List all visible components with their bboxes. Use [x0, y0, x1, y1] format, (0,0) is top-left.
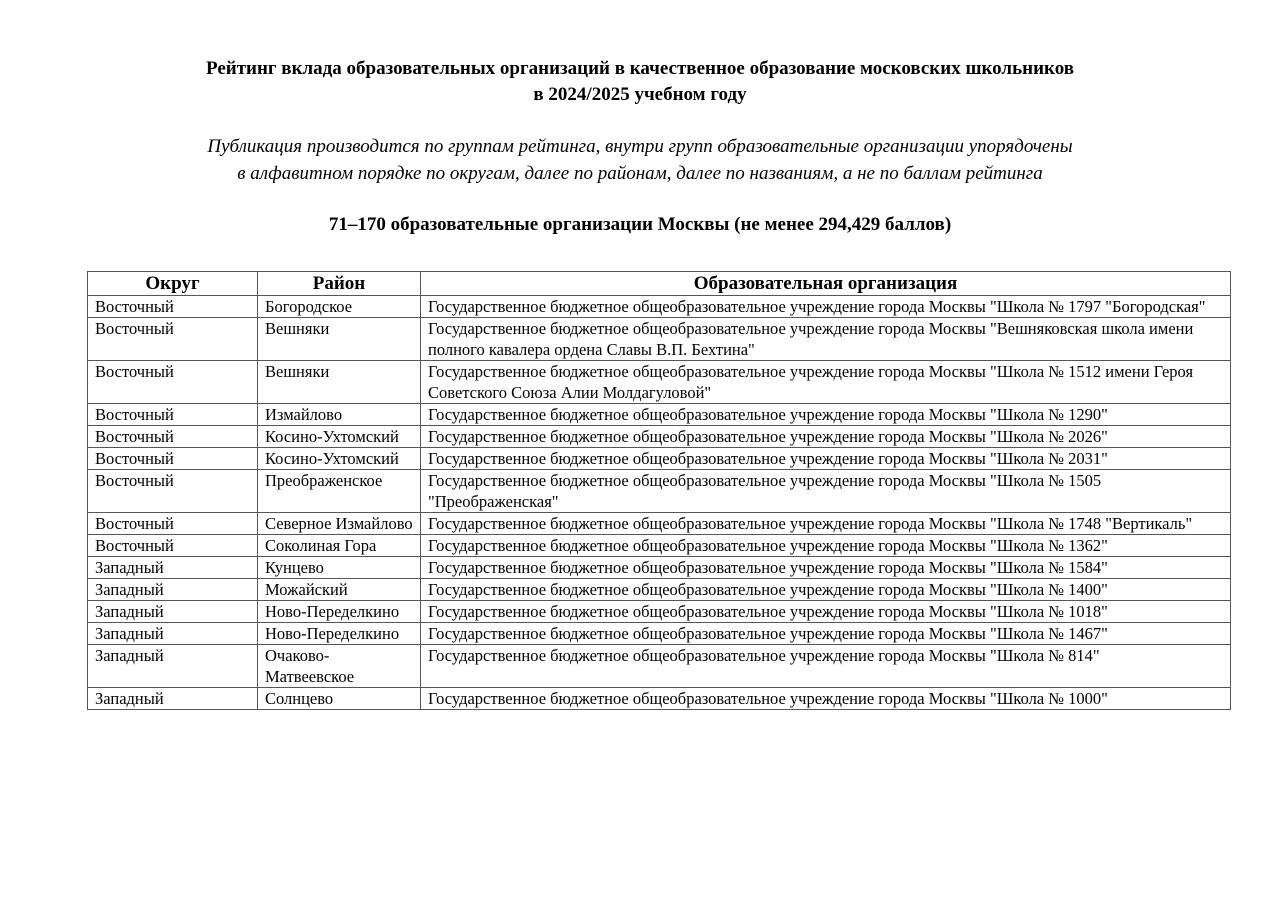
cell-organization: Государственное бюджетное общеобразовательное учреждение города Москвы "Вешняковская школа имени полного кавалера ордена Славы В.П. Бехтина" [421, 318, 1231, 361]
table-row [88, 513, 1231, 535]
cell-rayon: Можайский [258, 579, 421, 601]
cell-okrug: Восточный [88, 448, 258, 470]
rating-table [87, 271, 1231, 710]
table-header-row [88, 272, 1231, 296]
table-row [88, 688, 1231, 710]
cell-okrug: Западный [88, 579, 258, 601]
cell-organization: Государственное бюджетное общеобразовательное учреждение города Москвы "Школа № 1000" [421, 688, 1231, 710]
cell-rayon: Косино-Ухтомский [258, 448, 421, 470]
table-row [88, 361, 1231, 404]
table-row [88, 557, 1231, 579]
cell-organization: Государственное бюджетное общеобразовательное учреждение города Москвы "Школа № 1512 имени Героя Советского Союза Алии Молдагуловой" [421, 361, 1231, 404]
cell-rayon: Соколиная Гора [258, 535, 421, 557]
table-row [88, 318, 1231, 361]
cell-rayon: Вешняки [258, 318, 421, 361]
table-row [88, 601, 1231, 623]
table-row [88, 579, 1231, 601]
cell-organization: Государственное бюджетное общеобразовательное учреждение города Москвы "Школа № 814" [421, 645, 1231, 688]
cell-okrug: Западный [88, 557, 258, 579]
document-title-line-1: Рейтинг вклада образовательных организаций в качественное образование московских школьников [205, 58, 1075, 79]
cell-rayon: Измайлово [258, 404, 421, 426]
table-row [88, 470, 1231, 513]
cell-okrug: Восточный [88, 404, 258, 426]
cell-organization: Государственное бюджетное общеобразовательное учреждение города Москвы "Школа № 1362" [421, 535, 1231, 557]
cell-okrug: Западный [88, 645, 258, 688]
table-row [88, 296, 1231, 318]
table-row [88, 426, 1231, 448]
cell-organization: Государственное бюджетное общеобразовательное учреждение города Москвы "Школа № 1797 "Богородская" [421, 296, 1231, 318]
cell-rayon: Северное Измайлово [258, 513, 421, 535]
cell-rayon: Очаково-Матвеевское [258, 645, 421, 688]
cell-okrug: Восточный [88, 361, 258, 404]
cell-okrug: Восточный [88, 296, 258, 318]
cell-organization: Государственное бюджетное общеобразовательное учреждение города Москвы "Школа № 1290" [421, 404, 1231, 426]
cell-organization: Государственное бюджетное общеобразовательное учреждение города Москвы "Школа № 1400" [421, 579, 1231, 601]
column-header-rayon: Район [258, 272, 421, 296]
table-row [88, 448, 1231, 470]
cell-rayon: Косино-Ухтомский [258, 426, 421, 448]
cell-rayon: Солнцево [258, 688, 421, 710]
cell-organization: Государственное бюджетное общеобразовательное учреждение города Москвы "Школа № 1018" [421, 601, 1231, 623]
table-row [88, 623, 1231, 645]
cell-rayon: Вешняки [258, 361, 421, 404]
table-row [88, 404, 1231, 426]
cell-rayon: Преображенское [258, 470, 421, 513]
document-subtitle-line-1: Публикация производится по группам рейтинга, внутри групп образовательные организации упорядочены [207, 136, 1073, 157]
cell-rayon: Ново-Переделкино [258, 623, 421, 645]
cell-organization: Государственное бюджетное общеобразовательное учреждение города Москвы "Школа № 1748 "Вертикаль" [421, 513, 1231, 535]
cell-rayon: Богородское [258, 296, 421, 318]
column-header-okrug: Округ [88, 272, 258, 296]
cell-okrug: Западный [88, 688, 258, 710]
cell-okrug: Восточный [88, 426, 258, 448]
cell-rayon: Кунцево [258, 557, 421, 579]
cell-okrug: Западный [88, 601, 258, 623]
cell-okrug: Западный [88, 623, 258, 645]
cell-organization: Государственное бюджетное общеобразовательное учреждение города Москвы "Школа № 1467" [421, 623, 1231, 645]
document-subtitle-line-2: в алфавитном порядке по округам, далее по районам, далее по названиям, а не по баллам рейтинга [237, 163, 1043, 184]
cell-rayon: Ново-Переделкино [258, 601, 421, 623]
cell-okrug: Восточный [88, 470, 258, 513]
table-row [88, 535, 1231, 557]
table-row [88, 645, 1231, 688]
rating-group-heading: 71–170 образовательные организации Москвы (не менее 294,429 баллов) [328, 214, 952, 235]
cell-organization: Государственное бюджетное общеобразовательное учреждение города Москвы "Школа № 2026" [421, 426, 1231, 448]
cell-okrug: Восточный [88, 535, 258, 557]
cell-organization: Государственное бюджетное общеобразовательное учреждение города Москвы "Школа № 1505 "Преображенская" [421, 470, 1231, 513]
cell-organization: Государственное бюджетное общеобразовательное учреждение города Москвы "Школа № 1584" [421, 557, 1231, 579]
cell-organization: Государственное бюджетное общеобразовательное учреждение города Москвы "Школа № 2031" [421, 448, 1231, 470]
cell-okrug: Восточный [88, 318, 258, 361]
column-header-organization: Образовательная организация [421, 272, 1231, 296]
document-title-line-2: в 2024/2025 учебном году [533, 84, 747, 105]
cell-okrug: Восточный [88, 513, 258, 535]
